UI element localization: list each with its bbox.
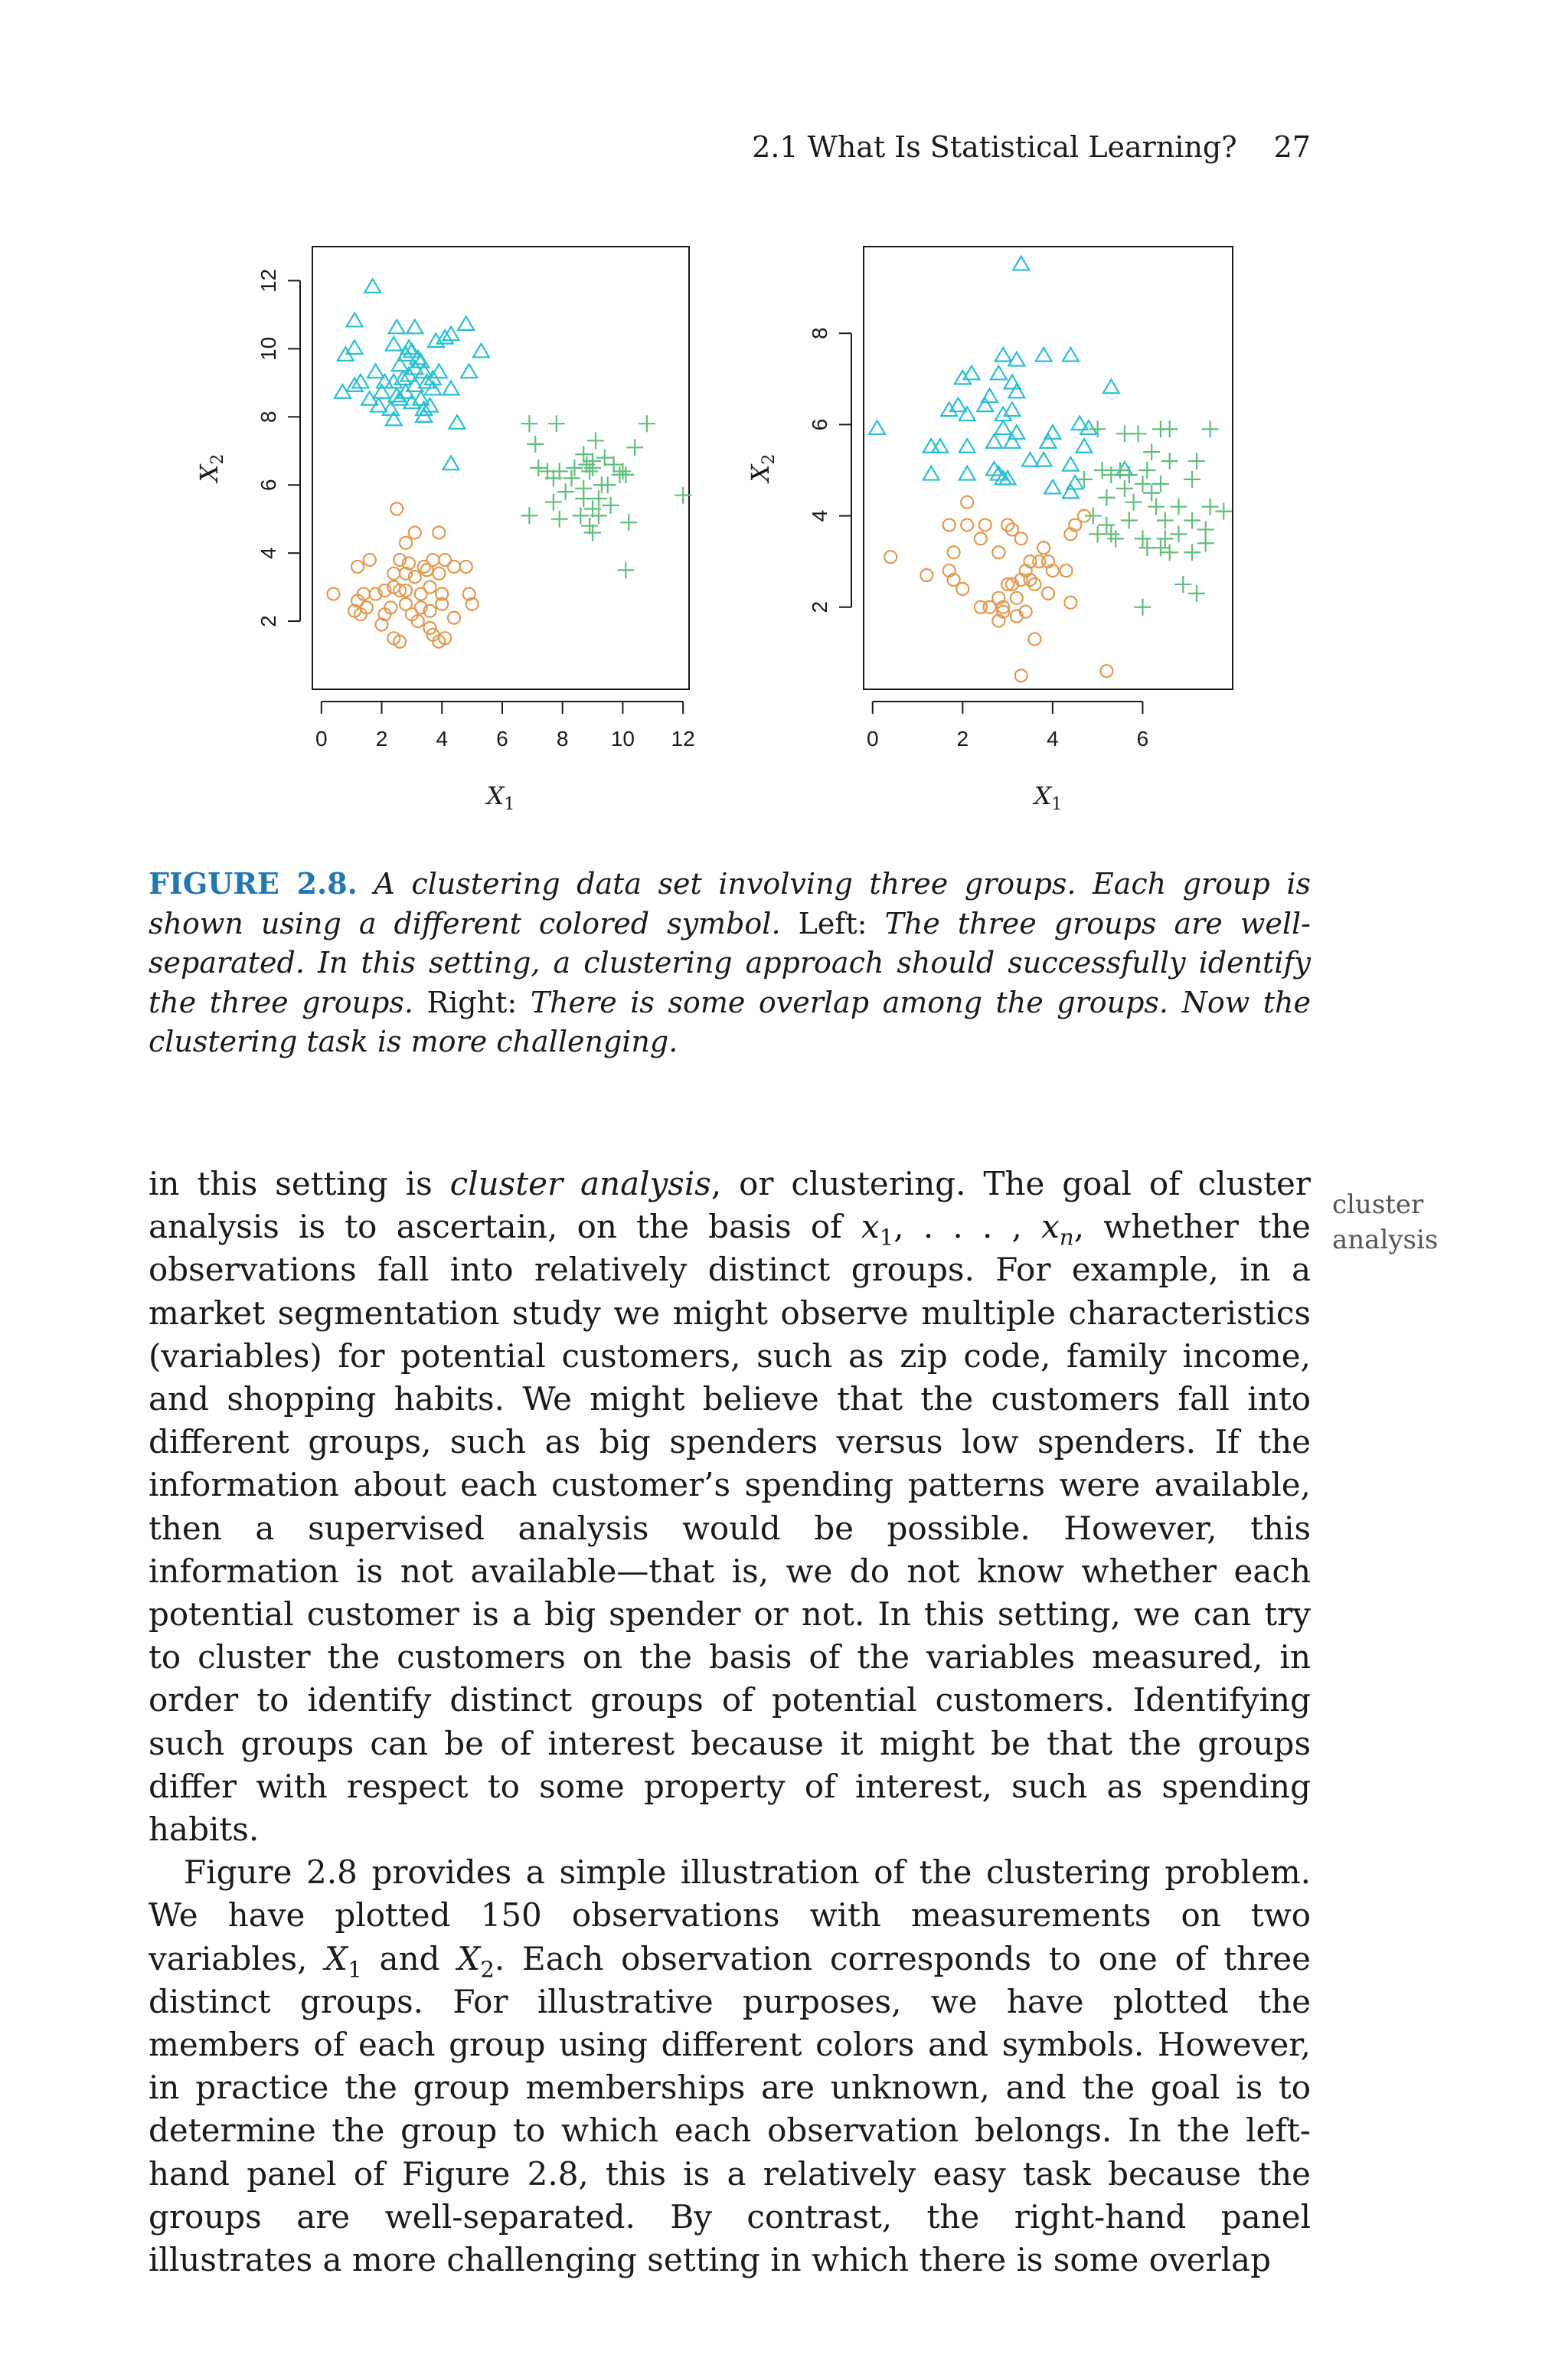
- circle-point: [1042, 587, 1054, 600]
- plus-point: [614, 463, 631, 479]
- series-group-circle: [884, 496, 1112, 682]
- y-tick-label: 6: [808, 418, 831, 431]
- circle-point: [400, 537, 412, 549]
- math-sub-1: 1: [879, 1224, 894, 1251]
- math-X-sub-1: 1: [348, 1956, 362, 1983]
- plus-point: [1188, 453, 1205, 469]
- plus-point: [1121, 466, 1138, 483]
- plus-point: [1102, 525, 1119, 542]
- circle-point: [1015, 669, 1027, 682]
- series-group-triangle: [335, 279, 489, 469]
- plus-point: [1202, 420, 1219, 437]
- plus-point: [620, 514, 637, 531]
- plus-point: [551, 511, 568, 528]
- plus-point: [603, 497, 619, 514]
- math-X-sub-2: 2: [480, 1956, 495, 1983]
- y-tick-label: 2: [256, 615, 280, 627]
- triangle-point: [1063, 485, 1079, 499]
- triangle-point: [959, 407, 975, 420]
- plus-point: [1161, 420, 1178, 437]
- figure-caption: [149, 864, 1311, 1062]
- plus-point: [1143, 485, 1160, 502]
- triangle-point: [458, 316, 474, 330]
- plus-point: [617, 561, 634, 578]
- circle-point: [460, 561, 472, 573]
- triangle-point: [443, 381, 459, 395]
- plus-point: [1116, 480, 1133, 497]
- plus-point: [548, 415, 565, 432]
- triangle-point: [959, 439, 975, 453]
- circle-point: [979, 518, 991, 531]
- x-tick-label: 6: [496, 727, 508, 751]
- circle-point: [992, 546, 1004, 558]
- plus-point: [1134, 599, 1151, 616]
- triangle-point: [991, 366, 1007, 380]
- plus-point: [1076, 471, 1093, 488]
- caption-part-1: A clustering data set involving three groups. Each group is shown using a different colored symbol.: [149, 867, 1311, 940]
- plus-point: [596, 450, 613, 466]
- x-tick-label: 2: [375, 727, 388, 751]
- plus-point: [1138, 462, 1155, 479]
- y-axis: [256, 269, 300, 627]
- math-dots: , . . . ,: [893, 1208, 1042, 1246]
- plus-point: [1121, 512, 1138, 529]
- plus-point: [1161, 453, 1178, 469]
- y-tick-label: 12: [256, 268, 280, 293]
- y-tick-label: 10: [256, 336, 280, 361]
- circle-point: [948, 546, 960, 558]
- plus-point: [1107, 530, 1124, 547]
- scatter-panel-left: [194, 247, 695, 814]
- caption-right-word: Right:: [426, 985, 518, 1019]
- term-cluster-analysis: cluster analysis: [449, 1165, 711, 1202]
- circle-point: [943, 518, 956, 531]
- triangle-point: [1116, 462, 1132, 476]
- circle-point: [984, 601, 996, 613]
- series-group-plus: [1076, 420, 1232, 615]
- p2-text-b: . Each observation corresponds to one of three distinct groups. For illustrative purposes, we have plotted the members of each group using different colors and symbols. However, in practice the group memberships are unknown, and the goal is to determine the group to which each observation belongs. In the left-hand panel of Figure 2.8, this is a relatively easy task because the groups are well-separated. By contrast, the right-hand panel illustrates a more challenging setting in which there is some overlap: [149, 1939, 1311, 2279]
- y-tick-label: 6: [256, 479, 280, 492]
- plus-point: [527, 436, 544, 453]
- plus-point: [639, 415, 655, 432]
- plus-point: [572, 507, 589, 524]
- caption-part-3: There is some overlap among the groups. Now the clustering task is more challenging.: [149, 985, 1311, 1058]
- circle-point: [956, 583, 969, 595]
- triangle-point: [347, 313, 363, 327]
- circle-point: [448, 612, 460, 624]
- x-tick-label: 4: [1047, 727, 1059, 751]
- plus-point: [626, 439, 643, 456]
- triangle-point: [977, 398, 993, 412]
- plus-point: [1170, 499, 1187, 515]
- triangle-point: [407, 320, 423, 334]
- circle-point: [433, 526, 445, 538]
- math-X2: [457, 1939, 495, 1983]
- x-tick-label: 2: [956, 727, 969, 751]
- circle-point: [884, 551, 897, 563]
- p1-text-b: , or clustering. The goal of cluster analysis is to ascertain, on the basis of: [149, 1165, 1311, 1246]
- math-X1: [325, 1939, 362, 1983]
- y-axis-title: $X_2$: [194, 453, 227, 482]
- circle-point: [1015, 532, 1027, 545]
- x-tick-label: 0: [866, 727, 879, 751]
- triangle-point: [995, 348, 1011, 361]
- body-text: [149, 1163, 1311, 2282]
- triangle-point: [1040, 434, 1057, 448]
- triangle-point: [1013, 257, 1029, 270]
- plus-point: [1188, 585, 1205, 602]
- series-group-circle: [328, 502, 479, 647]
- math-X-b: X: [457, 1939, 481, 1977]
- circle-point: [424, 581, 436, 594]
- margin-note: [1332, 1187, 1455, 1258]
- x-tick-label: 4: [436, 727, 449, 751]
- circle-point: [328, 588, 340, 600]
- x-tick-label: 6: [1136, 727, 1149, 751]
- triangle-point: [473, 344, 489, 358]
- y-axis-title: $X_2$: [746, 453, 779, 482]
- plus-point: [1134, 476, 1151, 492]
- triangle-point: [1008, 352, 1024, 366]
- series-group-triangle: [869, 257, 1132, 499]
- paragraph-2: [149, 1851, 1311, 2282]
- plus-point: [1174, 576, 1191, 593]
- plus-point: [1184, 512, 1200, 529]
- circle-point: [433, 568, 445, 580]
- margin-note-line-1: cluster: [1332, 1189, 1424, 1220]
- triangle-point: [1063, 457, 1079, 471]
- circle-point: [351, 561, 364, 573]
- triangle-point: [1036, 453, 1052, 466]
- circle-point: [421, 564, 433, 576]
- plus-point: [566, 460, 583, 476]
- plus-point: [587, 432, 604, 449]
- plus-point: [1134, 530, 1151, 547]
- circle-point: [1037, 541, 1050, 554]
- triangle-point: [923, 466, 939, 480]
- triangle-point: [1036, 348, 1052, 361]
- triangle-point: [986, 434, 1002, 448]
- plus-point: [1152, 476, 1169, 492]
- x-tick-label: 10: [610, 727, 635, 751]
- triangle-point: [1063, 348, 1079, 361]
- plus-point: [545, 493, 562, 510]
- plot-frame: [312, 247, 689, 689]
- plus-point: [1102, 466, 1119, 483]
- circle-point: [961, 518, 973, 531]
- plus-point: [584, 524, 601, 541]
- plus-point: [1157, 530, 1174, 547]
- caption-left-word: Left:: [798, 906, 867, 940]
- plus-point: [1197, 535, 1214, 551]
- x-axis-title: $X_1$: [486, 781, 515, 814]
- plus-point: [1125, 494, 1142, 511]
- circle-point: [961, 496, 973, 509]
- plus-point: [1215, 503, 1232, 520]
- math-x: x: [861, 1208, 880, 1246]
- header-title: 2.1 What Is Statistical Learning?: [752, 130, 1237, 164]
- plus-point: [1143, 443, 1160, 460]
- triangle-point: [368, 365, 384, 378]
- page-number: 27: [1273, 130, 1311, 164]
- y-tick-label: 4: [808, 509, 831, 522]
- circle-point: [920, 569, 933, 581]
- circle-point: [975, 532, 987, 545]
- circle-point: [1100, 665, 1112, 677]
- triangle-point: [389, 320, 405, 334]
- plus-point: [1098, 489, 1115, 506]
- triangle-point: [392, 358, 408, 371]
- triangle-point: [869, 420, 885, 434]
- y-tick-label: 4: [256, 547, 280, 559]
- circle-point: [448, 561, 460, 573]
- plot-frame: [864, 247, 1233, 689]
- triangle-point: [1103, 380, 1119, 394]
- figure-2-8: [0, 0, 1568, 850]
- p1-text-a: in this setting is: [149, 1165, 450, 1202]
- p1-text-c: , whether the observations fall into relatively distinct groups. For example, in a market segmentation study we might observe multiple characteristics (variables) for potential customers, such as zip code, family income, and shopping habits. We might believe that the customers fall into different groups, such as big spenders versus low spenders. If the information about each customer’s spending patterns were available, then a supervised analysis would be possible. However, this information is not available—that is, we do not know whether each potential customer is a big spender or not. In this setting, we can try to cluster the customers on the basis of the variables measured, in order to identify distinct groups of potential customers. Identifying such groups can be of interest because it might be that the groups differ with respect to some property of interest, such as spending habits.: [149, 1208, 1311, 1849]
- plus-point: [1184, 544, 1200, 561]
- y-tick-label: 8: [256, 411, 280, 424]
- x-tick-label: 0: [315, 727, 328, 751]
- math-X: X: [325, 1939, 348, 1977]
- triangle-point: [1044, 480, 1060, 494]
- p2-and: and: [361, 1939, 458, 1977]
- x-axis: [867, 702, 1148, 751]
- triangle-point: [449, 415, 465, 429]
- caption-part-2: The three groups are well-separated. In this setting, a clustering approach should successfully identify the three groups.: [149, 906, 1311, 1019]
- circle-point: [390, 502, 403, 515]
- circle-point: [1028, 633, 1040, 645]
- circle-point: [1060, 564, 1073, 577]
- plus-point: [1157, 512, 1174, 529]
- series-group-plus: [521, 415, 691, 578]
- triangle-point: [1004, 434, 1021, 448]
- triangle-point: [443, 327, 459, 341]
- circle-point: [1064, 597, 1076, 609]
- plus-point: [530, 460, 547, 476]
- triangle-point: [353, 375, 369, 388]
- circle-point: [387, 568, 400, 580]
- p2-text-a: Figure 2.8 provides a simple illustration of the clustering problem. We have plotted 150 observations with measurements on two variables,: [149, 1853, 1311, 1977]
- plus-point: [521, 507, 537, 524]
- math-x1-xn: [861, 1208, 1074, 1251]
- math-x-n: x: [1041, 1208, 1060, 1246]
- y-tick-label: 2: [808, 600, 831, 613]
- circle-point: [1011, 592, 1023, 604]
- triangle-point: [959, 466, 975, 480]
- plus-point: [521, 415, 537, 432]
- scatter-panel-right: [746, 247, 1233, 814]
- x-tick-label: 8: [556, 727, 569, 751]
- math-sub-n: n: [1059, 1224, 1074, 1251]
- plus-point: [575, 446, 592, 463]
- triangle-point: [461, 365, 477, 378]
- circle-point: [364, 554, 376, 566]
- plus-point: [1184, 471, 1200, 488]
- plus-point: [1089, 420, 1106, 437]
- triangle-point: [995, 420, 1011, 434]
- plus-point: [1098, 516, 1115, 533]
- plus-point: [575, 490, 592, 507]
- plus-point: [1170, 525, 1187, 542]
- plus-point: [1148, 499, 1165, 515]
- paragraph-1: [149, 1163, 1311, 1851]
- plus-point: [1130, 425, 1147, 442]
- plus-point: [1152, 539, 1169, 556]
- triangle-point: [1022, 453, 1038, 466]
- y-tick-label: 8: [808, 327, 831, 340]
- triangle-point: [386, 412, 402, 426]
- y-axis: [808, 327, 851, 613]
- margin-note-line-2: analysis: [1332, 1225, 1439, 1255]
- triangle-point: [1076, 439, 1093, 453]
- x-axis-title: $X_1$: [1034, 781, 1063, 814]
- x-axis: [315, 702, 695, 751]
- figure-label: FIGURE 2.8.: [149, 866, 358, 901]
- plus-point: [581, 463, 598, 479]
- triangle-point: [1008, 384, 1024, 398]
- circle-point: [409, 526, 421, 538]
- triangle-point: [364, 279, 381, 293]
- x-tick-label: 12: [671, 727, 695, 751]
- triangle-point: [443, 456, 459, 470]
- plus-point: [581, 518, 598, 535]
- plus-point: [1202, 499, 1219, 515]
- plus-point: [1094, 462, 1111, 479]
- plus-point: [1161, 544, 1178, 561]
- triangle-point: [386, 337, 402, 351]
